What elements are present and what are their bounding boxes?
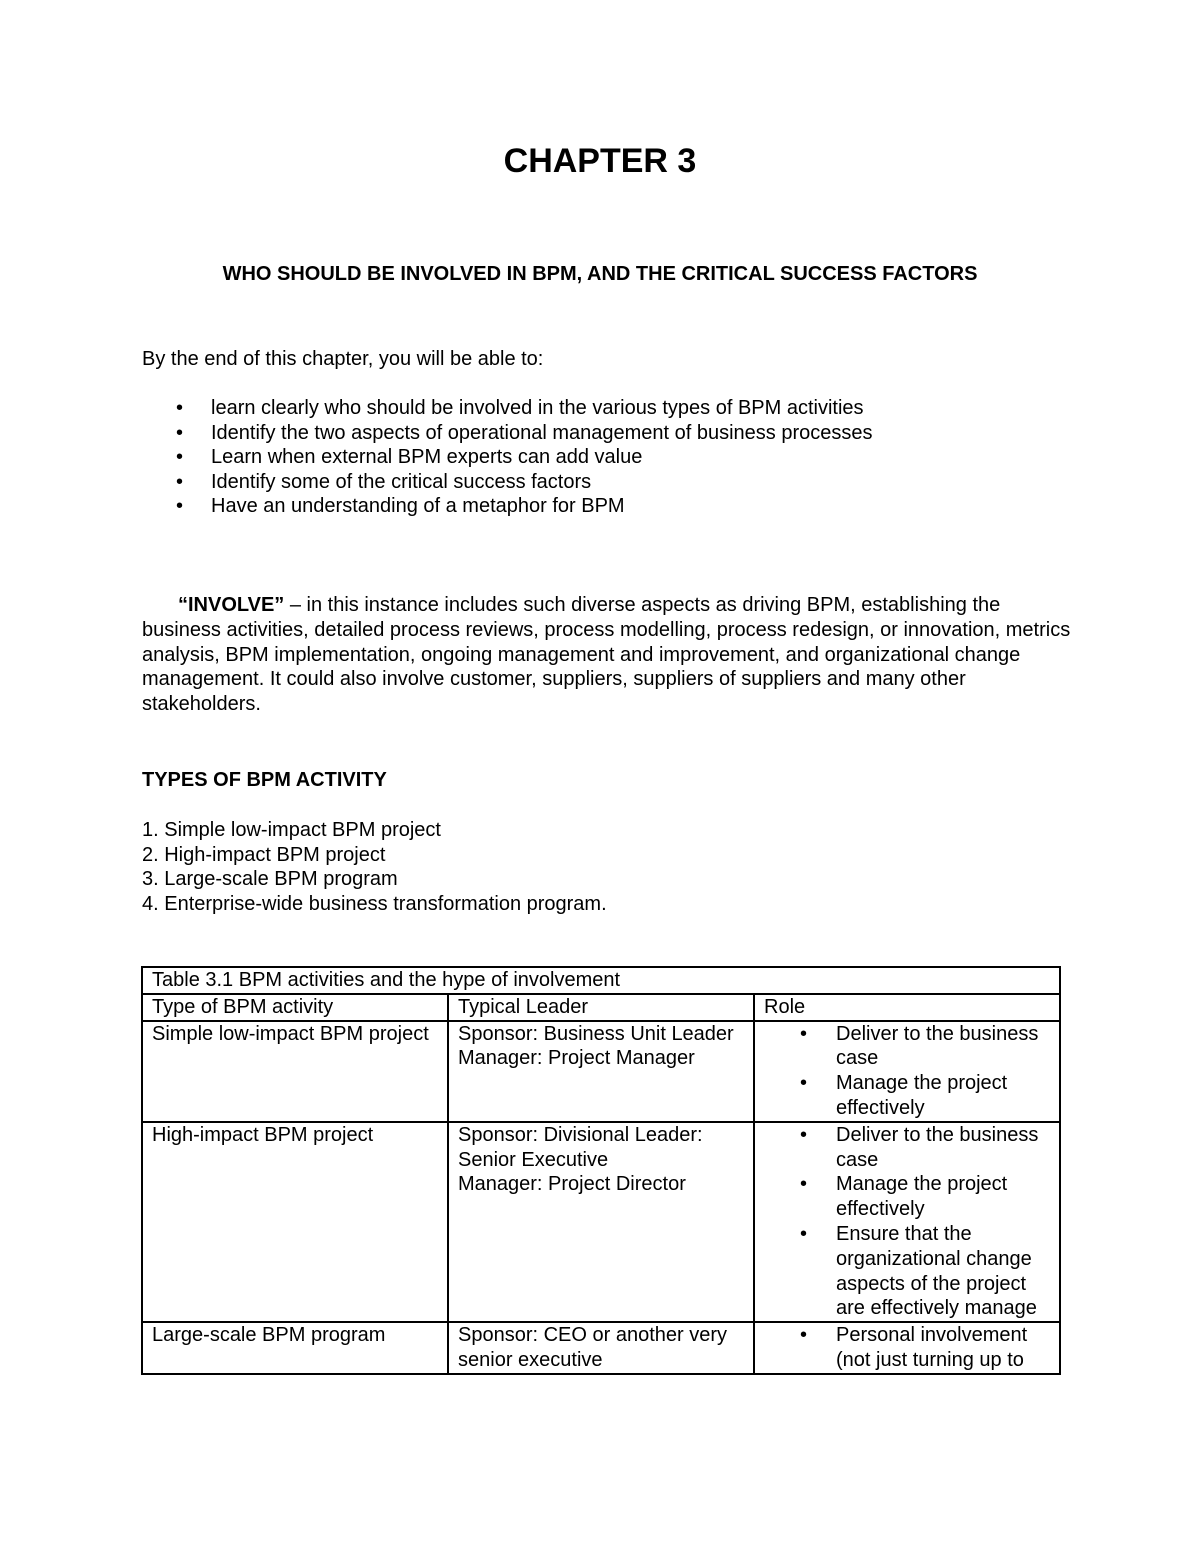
objective-text: Identify the two aspects of operational management of business processes [211,421,873,444]
leader-cell [448,1322,754,1374]
bpm-activities-table [141,966,1061,1375]
role-cell [754,1322,1060,1374]
list-item [764,1022,1051,1072]
list-item [142,396,1042,421]
table-caption-row [142,967,1060,994]
leader-line: Sponsor: CEO or another very senior executive [458,1324,728,1371]
role-cell [754,1021,1060,1122]
activity-types-list [142,818,607,916]
list-item [142,494,1042,519]
intro-text: By the end of this chapter, you will be able to: [142,348,544,370]
involve-paragraph [142,593,1072,717]
objectives-list [142,396,1042,519]
objective-text: learn clearly who should be involved in the various types of BPM activities [211,397,864,419]
role-cell [754,1122,1060,1322]
involve-term: “INVOLVE” [178,594,285,616]
chapter-title: CHAPTER 3 [503,142,697,180]
types-heading: TYPES OF BPM ACTIVITY [142,769,387,791]
bullet-icon: • [176,446,184,469]
column-header: Role [754,994,1060,1021]
bullet-icon: • [176,421,184,444]
objective-text: Identify some of the critical success factors [211,470,592,493]
table-row [142,1322,1060,1374]
bullet-icon: • [800,1173,808,1196]
leader-cell [448,1021,754,1122]
list-item: 3. Large-scale BPM program [142,868,398,891]
table-row [142,1122,1060,1322]
objective-text: Have an understanding of a metaphor for BPM [211,495,625,518]
bullet-icon: • [800,1022,808,1045]
bullet-icon: • [800,1222,808,1245]
list-item [764,1323,1051,1373]
role-text: Deliver to the business case [836,1022,1039,1070]
table-caption: Table 3.1 BPM activities and the hype of involvement [142,967,1060,994]
leader-cell [448,1122,754,1322]
leader-line: Manager: Project Manager [458,1047,695,1070]
list-item [764,1222,1051,1321]
leader-line: Sponsor: Divisional Leader: Senior Executive [458,1123,703,1171]
bullet-icon: • [800,1123,808,1146]
objective-text: Learn when external BPM experts can add value [211,446,643,469]
role-text: Deliver to the business case [836,1123,1039,1171]
table-row [142,1021,1060,1122]
chapter-subtitle: WHO SHOULD BE INVOLVED IN BPM, AND THE CRITICAL SUCCESS FACTORS [222,263,978,285]
list-item: 1. Simple low-impact BPM project [142,819,441,841]
column-header: Typical Leader [448,994,754,1021]
bullet-icon: • [176,470,184,493]
role-text: Manage the project effectively [836,1072,1008,1119]
list-item [142,421,1042,446]
role-list [764,1123,1051,1321]
list-item [142,470,1042,495]
bullet-icon: • [176,495,184,518]
activity-type-cell: High-impact BPM project [142,1122,448,1322]
role-list [764,1022,1051,1121]
leader-line: Sponsor: Business Unit Leader [458,1022,734,1045]
bullet-icon: • [800,1324,808,1347]
bullet-icon: • [176,397,184,419]
activity-type-cell: Simple low-impact BPM project [142,1021,448,1122]
role-text: Personal involvement (not just turning up to [836,1324,1028,1371]
involve-text: – in this instance includes such diverse aspects as driving BPM, establishing the business activities, detailed process reviews, process modelling, process redesign, or innovation, metrics analysis, BPM implementation, ongoing management and improvement, and organizational change management. It could also involve customer, suppliers, suppliers of suppliers and many other stakeholders. [142,594,1071,716]
list-item [764,1123,1051,1173]
role-list [764,1323,1051,1373]
role-text: Ensure that the organizational change aspects of the project are effectively manage [836,1222,1037,1320]
column-header: Type of BPM activity [142,994,448,1021]
leader-line: Manager: Project Director [458,1173,686,1196]
list-item [764,1172,1051,1222]
list-item [142,445,1042,470]
list-item: 4. Enterprise-wide business transformation program. [142,892,607,915]
role-text: Manage the project effectively [836,1173,1008,1221]
activity-type-cell: Large-scale BPM program [142,1322,448,1374]
list-item [764,1071,1051,1121]
list-item: 2. High-impact BPM project [142,843,386,866]
bullet-icon: • [800,1072,808,1095]
table-header-row [142,994,1060,1021]
